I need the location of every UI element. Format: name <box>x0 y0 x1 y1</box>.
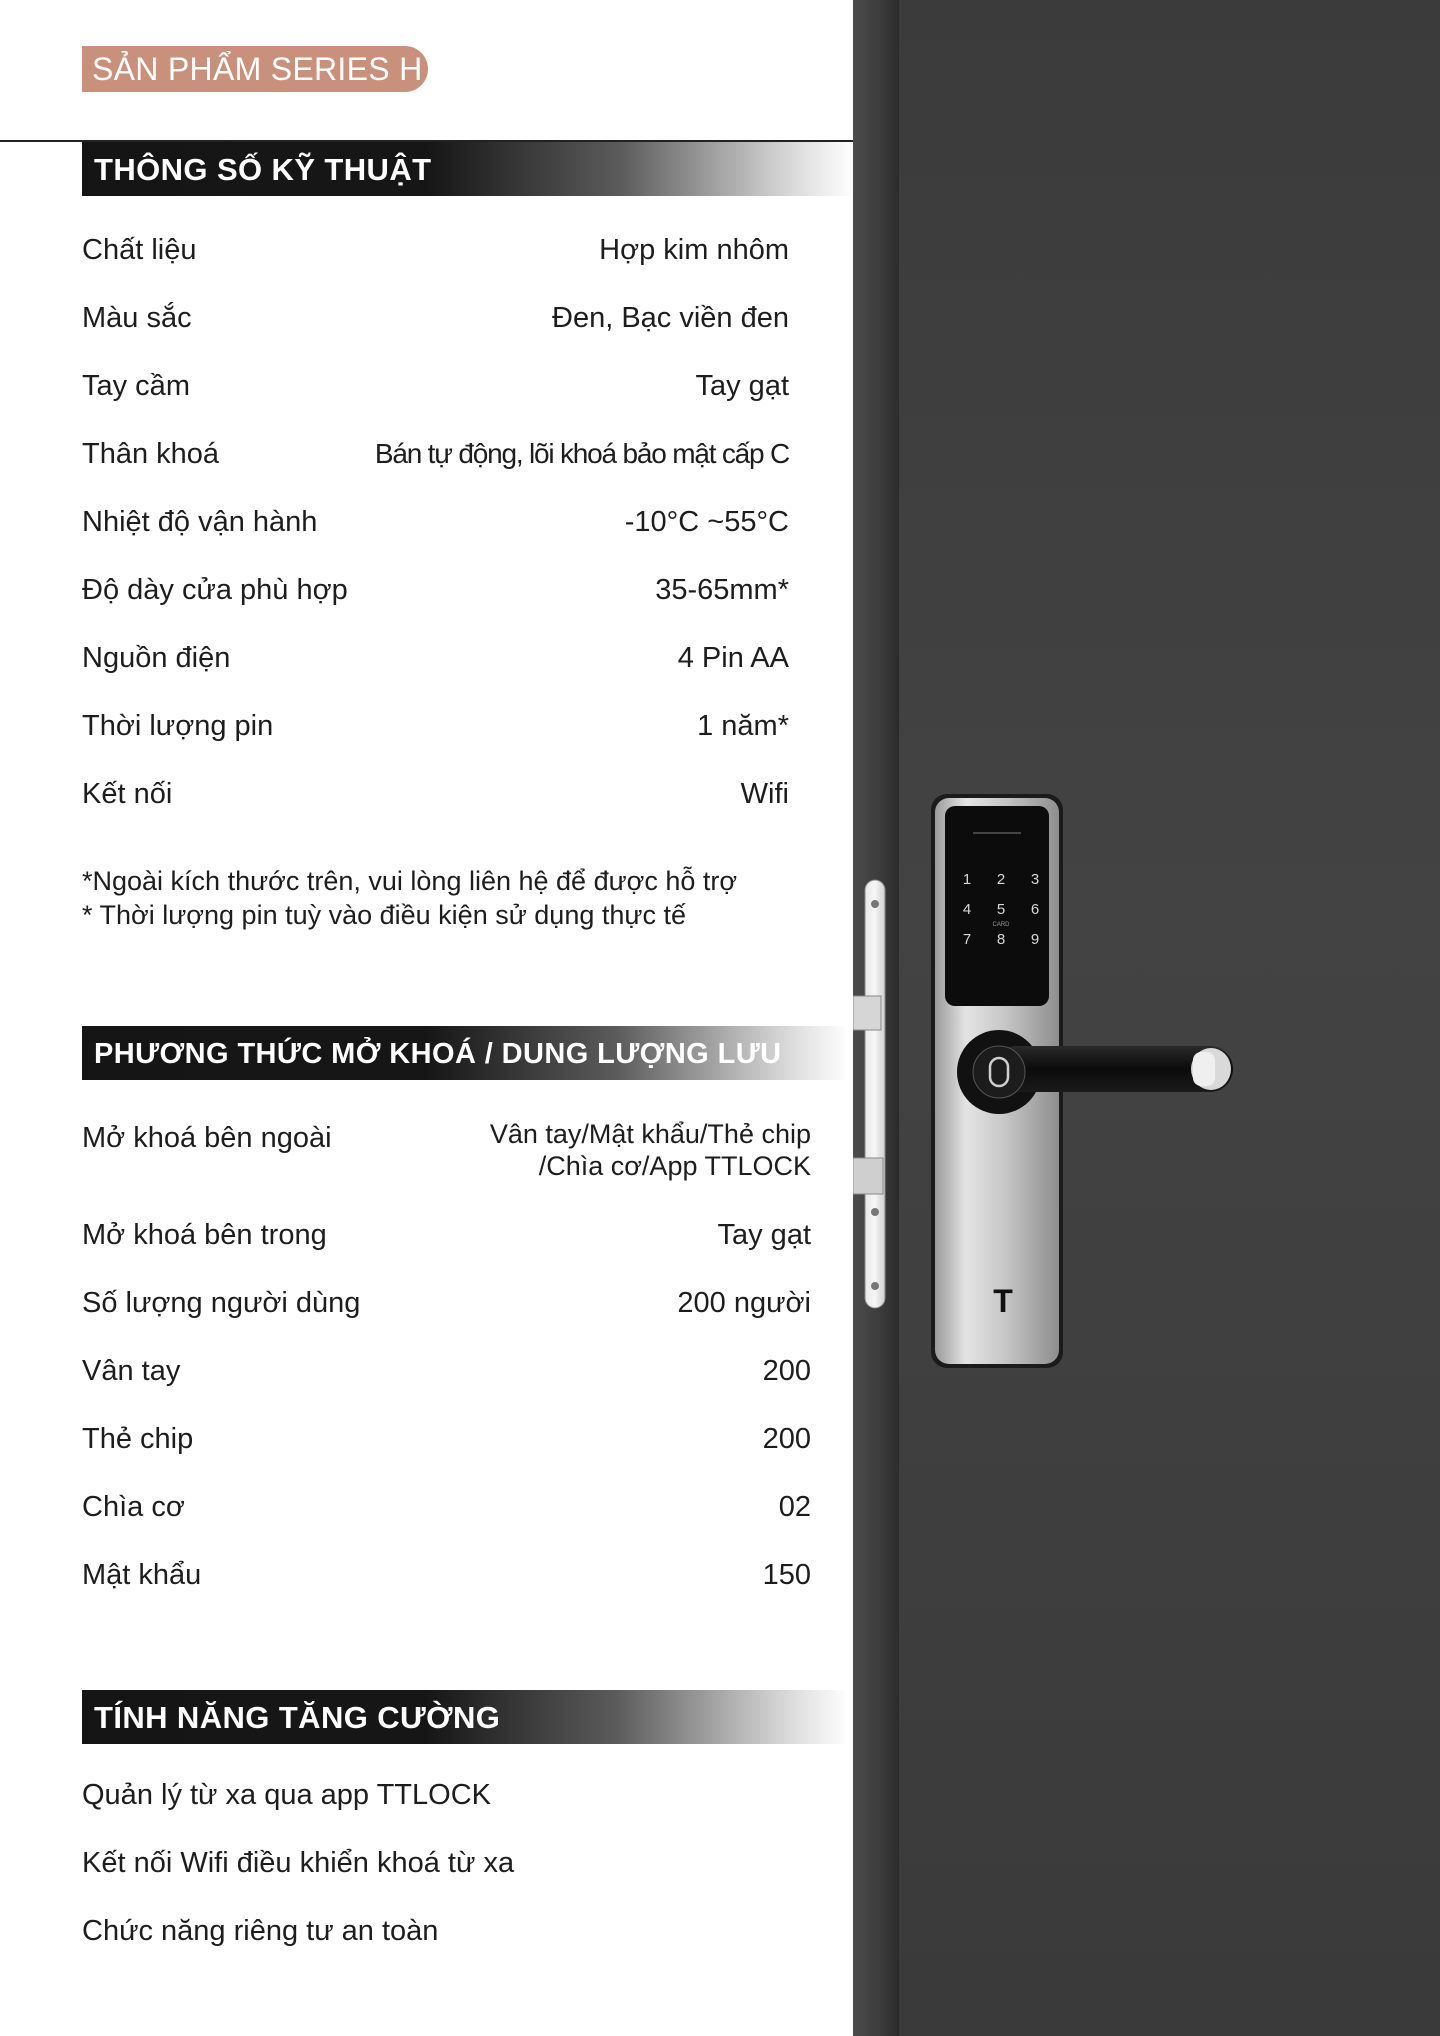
unlock-label: Vân tay <box>82 1355 181 1387</box>
spec-value: Wifi <box>740 778 789 810</box>
unlock-label: Chìa cơ <box>82 1491 185 1523</box>
unlock-value: 02 <box>778 1491 811 1523</box>
unlock-value-line2: /Chìa cơ/App TTLOCK <box>538 1151 811 1181</box>
key-9: 9 <box>1030 931 1040 948</box>
key-3: 3 <box>1030 871 1040 888</box>
spec-value: Tay gạt <box>695 370 789 402</box>
spec-value: Hợp kim nhôm <box>599 234 789 266</box>
spec-value: 35-65mm* <box>655 574 789 606</box>
unlock-label: Số lượng người dùng <box>82 1287 361 1319</box>
lever-handle <box>957 1030 1233 1114</box>
unlock-label: Thẻ chip <box>82 1423 194 1455</box>
spec-label: Độ dày cửa phù hợp <box>82 574 348 606</box>
series-badge: SẢN PHẨM SERIES H <box>82 46 428 92</box>
spec-value: Bán tự động, lõi khoá bảo mật cấp C <box>374 438 789 469</box>
key-7: 7 <box>962 931 972 948</box>
unlock-value: 200 <box>762 1423 811 1455</box>
brand-logo: T <box>993 1283 1013 1319</box>
spec-value: 4 Pin AA <box>677 642 789 674</box>
key-8: 8 <box>996 931 1006 948</box>
product-photo <box>853 0 1440 2036</box>
spec-value: Đen, Bạc viền đen <box>552 302 789 334</box>
unlock-row-outside <box>82 1121 811 1191</box>
unlock-label: Mở khoá bên trong <box>82 1219 327 1251</box>
unlock-value: 150 <box>762 1559 811 1591</box>
spec-value: 1 năm* <box>697 710 789 742</box>
spec-label: Nguồn điện <box>82 642 231 674</box>
smart-lock-illustration <box>853 0 1440 2036</box>
feature-item: Kết nối Wifi điều khiển khoá từ xa <box>82 1847 515 1879</box>
key-1: 1 <box>962 871 972 888</box>
spec-label: Thời lượng pin <box>82 710 274 742</box>
unlock-value: 200 người <box>677 1287 811 1319</box>
spec-label: Kết nối <box>82 778 173 810</box>
key-5: 5 <box>996 901 1006 918</box>
spec-label: Thân khoá <box>82 438 220 470</box>
footnote: * Thời lượng pin tuỳ vào điều kiện sử dụng thực tế <box>82 900 686 930</box>
spec-value: -10°C ~55°C <box>624 506 789 538</box>
key-6: 6 <box>1030 901 1040 918</box>
unlock-value: 200 <box>762 1355 811 1387</box>
footnote: *Ngoài kích thước trên, vui lòng liên hệ để được hỗ trợ <box>82 866 738 896</box>
unlock-label: Mật khẩu <box>82 1559 202 1591</box>
feature-item: Quản lý từ xa qua app TTLOCK <box>82 1779 491 1811</box>
unlock-section-title: PHƯƠNG THỨC MỞ KHOÁ / DUNG LƯỢNG LƯU TRỮ <box>82 1026 848 1080</box>
unlock-value-line1: Vân tay/Mật khẩu/Thẻ chip <box>489 1119 811 1149</box>
spec-label: Tay cầm <box>82 370 190 402</box>
features-section-title: TÍNH NĂNG TĂNG CƯỜNG <box>82 1690 848 1744</box>
feature-item: Chức năng riêng tư an toàn <box>82 1915 439 1947</box>
specs-section-title: THÔNG SỐ KỸ THUẬT <box>82 142 853 196</box>
mortise-faceplate <box>853 880 885 1308</box>
spec-label: Nhiệt độ vận hành <box>82 506 318 538</box>
key-4: 4 <box>962 901 972 918</box>
key-2: 2 <box>996 871 1006 888</box>
spec-label: Màu sắc <box>82 302 192 334</box>
unlock-label: Mở khoá bên ngoài <box>82 1122 332 1154</box>
spec-label: Chất liệu <box>82 234 197 266</box>
card-label: CARD <box>992 922 1010 928</box>
unlock-value: Tay gạt <box>717 1219 811 1251</box>
